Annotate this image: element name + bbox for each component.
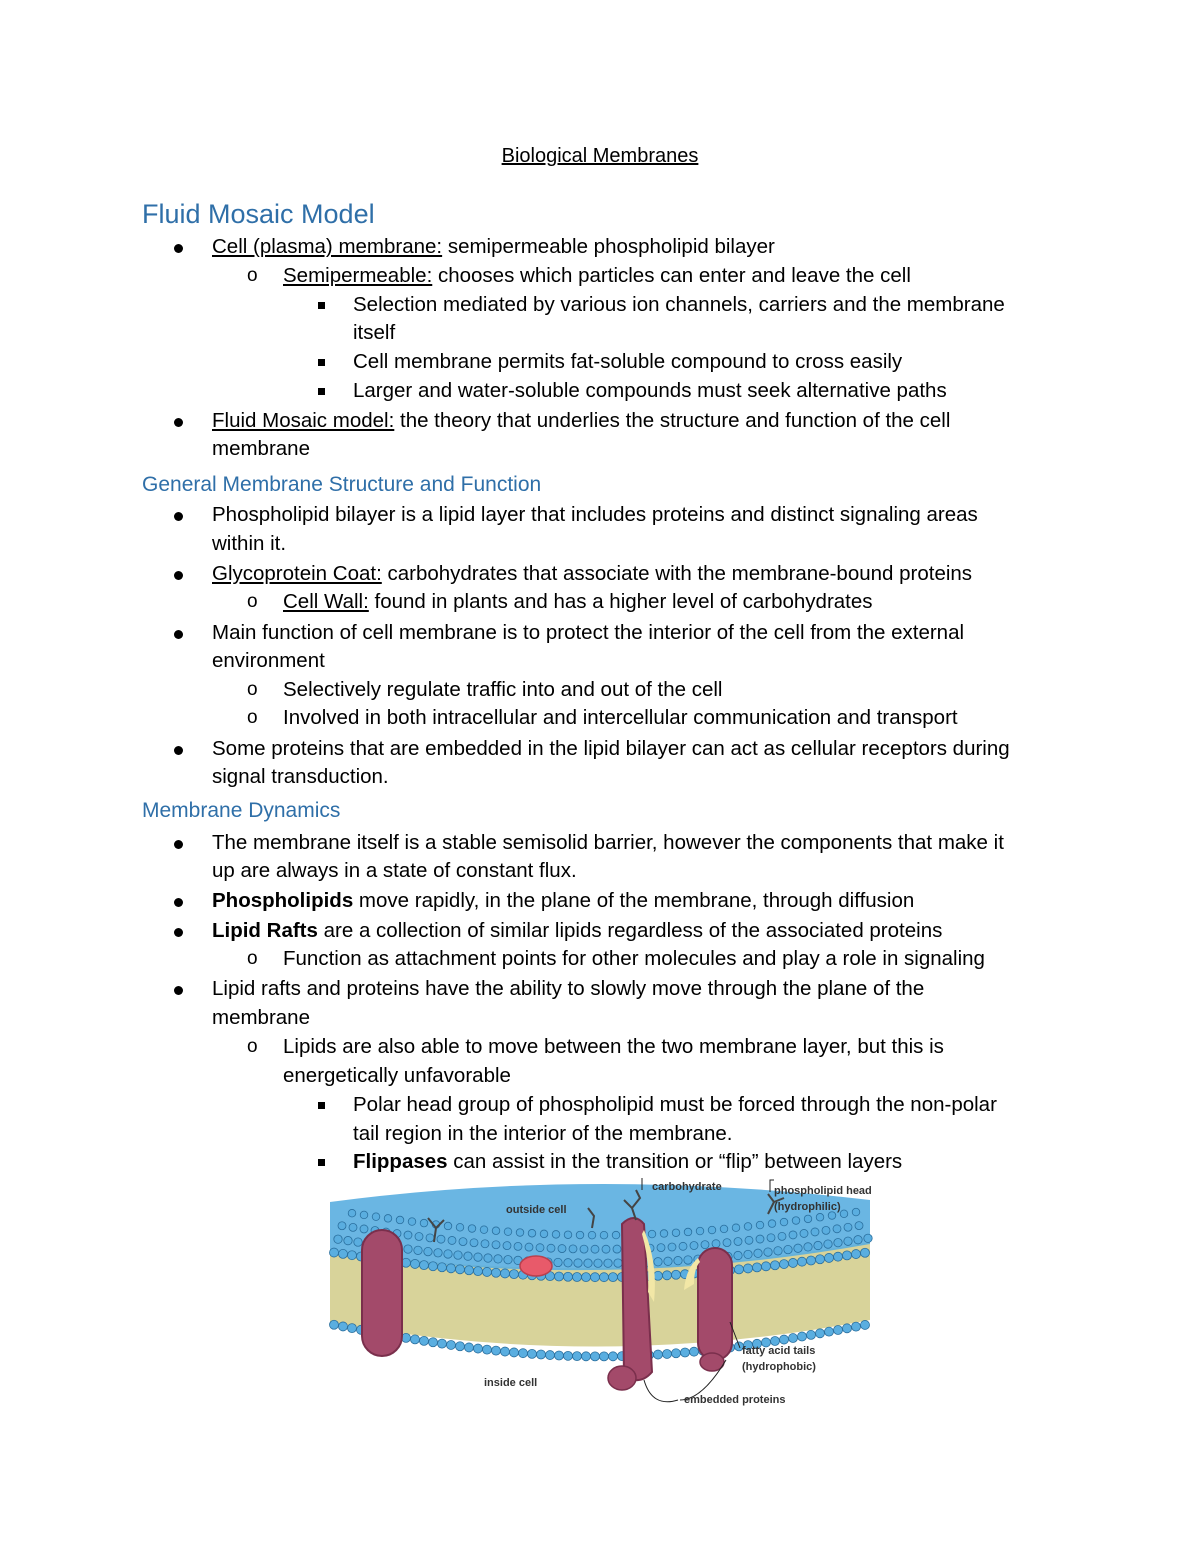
phospholipid-head (408, 1218, 416, 1226)
phospholipid-head (614, 1259, 622, 1267)
phospholipid-head (854, 1236, 862, 1244)
square-bullet-icon (318, 1102, 325, 1109)
bullet-receptors: Some proteins that are embedded in the lipid bilayer can act as cellular receptors during (212, 737, 1010, 760)
phospholipid-head (483, 1267, 492, 1276)
phospholipid-head (609, 1273, 618, 1282)
phospholipid-head (852, 1250, 861, 1259)
heading-membrane-dynamics: Membrane Dynamics (142, 799, 341, 822)
phospholipid-head (420, 1219, 428, 1227)
phospholipid-head (492, 1346, 501, 1355)
phospholipid-head (411, 1335, 420, 1344)
bullet-icon (174, 928, 183, 937)
phospholipid-head (679, 1242, 687, 1250)
phospholipid-head (855, 1222, 863, 1230)
bullet-lipids-move: Lipids are also able to move between the two membrane layer, but this is (283, 1035, 944, 1058)
phospholipid-head (447, 1340, 456, 1349)
phospholipid-head (657, 1244, 665, 1252)
phospholipid-head (480, 1226, 488, 1234)
label-phospholipid-head: phospholipid head (774, 1185, 872, 1197)
phospholipid-head (372, 1213, 380, 1221)
phospholipid-head (833, 1225, 841, 1233)
phospholipid-head (834, 1252, 843, 1261)
phospholipid-head (744, 1223, 752, 1231)
phospholipid-head (503, 1242, 511, 1250)
phospholipid-head (384, 1215, 392, 1223)
phospholipid-head (484, 1254, 492, 1262)
phospholipid-head (844, 1237, 852, 1245)
heading-fluid-mosaic-model: Fluid Mosaic Model (142, 199, 375, 229)
phospholipid-head (494, 1255, 502, 1263)
circle-bullet-icon: o (247, 265, 258, 286)
square-bullet-icon (318, 302, 325, 309)
phospholipid-head (816, 1255, 825, 1264)
phospholipid-head (780, 1335, 789, 1344)
phospholipid-head (735, 1265, 744, 1274)
phospholipid-head (701, 1241, 709, 1249)
phospholipid-head (569, 1245, 577, 1253)
phospholipid-head (804, 1243, 812, 1251)
phospholipid-head (690, 1347, 699, 1356)
label-hydrophobic: (hydrophobic) (742, 1361, 816, 1373)
phospholipid-head (594, 1259, 602, 1267)
phospholipid-head (840, 1210, 848, 1218)
phospholipid-head (426, 1234, 434, 1242)
phospholipid-head (825, 1327, 834, 1336)
bullet-cell-wall: Cell Wall: found in plants and has a higher level of carbohydrates (283, 590, 873, 613)
phospholipid-head (580, 1245, 588, 1253)
bullet-stable-barrier: The membrane itself is a stable semisolid barrier, however the components that make it (212, 831, 1004, 854)
label-inside-cell: inside cell (484, 1377, 538, 1389)
phospholipid-head (604, 1259, 612, 1267)
phospholipid-head (420, 1336, 429, 1345)
phospholipid-head (861, 1320, 870, 1329)
phospholipid-head (447, 1264, 456, 1273)
phospholipid-head (778, 1232, 786, 1240)
phospholipid-head (420, 1261, 429, 1270)
phospholipid-head (555, 1351, 564, 1360)
phospholipid-head (822, 1226, 830, 1234)
bullet-phospholipids: Phospholipids move rapidly, in the plane of the membrane, through diffusion (212, 889, 915, 912)
phospholipid-head (843, 1324, 852, 1333)
label-embedded-proteins: embedded proteins (684, 1394, 786, 1406)
phospholipid-head (771, 1261, 780, 1270)
phospholipid-head (753, 1263, 762, 1272)
circle-bullet-icon: o (247, 591, 258, 612)
phospholipid-head (555, 1272, 564, 1281)
phospholipid-head (852, 1322, 861, 1331)
label-outside-cell: outside cell (506, 1204, 567, 1216)
phospholipid-head (816, 1329, 825, 1338)
bullet-fluid-mosaic-model-cont: membrane (212, 437, 310, 460)
phospholipid-head (468, 1225, 476, 1233)
phospholipid-head (564, 1351, 573, 1360)
phospholipid-head (411, 1259, 420, 1268)
phospholipid-head (459, 1238, 467, 1246)
cell-membrane-diagram (322, 1172, 878, 1410)
phospholipid-head (654, 1350, 663, 1359)
phospholipid-head (404, 1245, 412, 1253)
phospholipid-head (492, 1227, 500, 1235)
bullet-slow-movement: Lipid rafts and proteins have the ability to slowly move through the plane of the (212, 977, 925, 1000)
bullet-main-function-cont: environment (212, 649, 325, 672)
phospholipid-head (807, 1256, 816, 1265)
phospholipid-head (672, 1229, 680, 1237)
phospholipid-head (732, 1224, 740, 1232)
phospholipid-head (723, 1239, 731, 1247)
phospholipid-head (684, 1256, 692, 1264)
phospholipid-head (844, 1223, 852, 1231)
bullet-selection: Selection mediated by various ion channels, carriers and the membrane (353, 293, 1005, 316)
phospholipid-head (492, 1241, 500, 1249)
phospholipid-head (674, 1256, 682, 1264)
phospholipid-head (811, 1228, 819, 1236)
bullet-main-function: Main function of cell membrane is to protect the interior of the cell from the external (212, 621, 965, 644)
phospholipid-head (708, 1226, 716, 1234)
phospholipid-head (330, 1248, 339, 1257)
phospholipid-head (465, 1266, 474, 1275)
phospholipid-head (474, 1253, 482, 1261)
phospholipid-head (613, 1245, 621, 1253)
label-carbohydrate: carbohydrate (652, 1181, 722, 1193)
phospholipid-head (564, 1231, 572, 1239)
phospholipid-head (501, 1269, 510, 1278)
phospholipid-head (429, 1338, 438, 1347)
phospholipid-head (582, 1273, 591, 1282)
phospholipid-head (504, 1255, 512, 1263)
phospholipid-head (591, 1352, 600, 1361)
circle-bullet-icon: o (247, 948, 258, 969)
phospholipid-head (415, 1232, 423, 1240)
phospholipid-head (414, 1246, 422, 1254)
bullet-attachment-points: Function as attachment points for other molecules and play a role in signaling (283, 947, 985, 970)
phospholipid-head (349, 1223, 357, 1231)
bullet-glycoprotein-coat: Glycoprotein Coat: carbohydrates that associate with the membrane-bound proteins (212, 562, 973, 585)
phospholipid-head (474, 1344, 483, 1353)
square-bullet-icon (318, 359, 325, 366)
phospholipid-head (330, 1320, 339, 1329)
bullet-stable-barrier-cont: up are always in a state of constant flux. (212, 859, 577, 882)
phospholipid-head (764, 1248, 772, 1256)
phospholipid-head (681, 1348, 690, 1357)
phospholipid-head (537, 1350, 546, 1359)
phospholipid-head (591, 1273, 600, 1282)
phospholipid-head (654, 1258, 662, 1266)
bullet-fluid-mosaic-model: Fluid Mosaic model: the theory that underlies the structure and function of the cell (212, 409, 951, 432)
phospholipid-head (690, 1242, 698, 1250)
square-bullet-icon (318, 388, 325, 395)
phospholipid-head (789, 1334, 798, 1343)
bullet-selection-cont: itself (353, 321, 396, 344)
phospholipid-head (574, 1259, 582, 1267)
phospholipid-head (470, 1239, 478, 1247)
phospholipid-head (339, 1322, 348, 1331)
phospholipid-head (396, 1216, 404, 1224)
label-hydrophilic: (hydrophilic) (774, 1201, 841, 1213)
phospholipid-head (756, 1235, 764, 1243)
bullet-lipids-move-cont: energetically unfavorable (283, 1064, 511, 1087)
phospholipid-head (434, 1249, 442, 1257)
phospholipid-head (600, 1352, 609, 1361)
phospholipid-head (546, 1351, 555, 1360)
phospholipid-head (564, 1259, 572, 1267)
phospholipid-head (354, 1238, 362, 1246)
phospholipid-head (834, 1238, 842, 1246)
phospholipid-head (573, 1352, 582, 1361)
bullet-polar-head: Polar head group of phospholipid must be forced through the non-polar (353, 1093, 997, 1116)
phospholipid-head (792, 1217, 800, 1225)
phospholipid-head (756, 1221, 764, 1229)
phospholipid-head (734, 1238, 742, 1246)
phospholipid-head (672, 1270, 681, 1279)
phospholipid-head (816, 1213, 824, 1221)
phospholipid-head (504, 1228, 512, 1236)
phospholipid-head (481, 1240, 489, 1248)
bullet-lipid-rafts: Lipid Rafts are a collection of similar lipids regardless of the associated proteins (212, 919, 943, 942)
phospholipid-head (720, 1225, 728, 1233)
phospholipid-head (754, 1249, 762, 1257)
phospholipid-head (576, 1231, 584, 1239)
phospholipid-head (684, 1228, 692, 1236)
phospholipid-head (852, 1208, 860, 1216)
phospholipid-head (745, 1236, 753, 1244)
phospholipid-head (744, 1264, 753, 1273)
bullet-water-soluble: Larger and water-soluble compounds must seek alternative paths (353, 379, 947, 402)
phospholipid-head (554, 1258, 562, 1266)
phospholipid-head (465, 1343, 474, 1352)
phospholipid-head (774, 1247, 782, 1255)
bullet-icon (174, 840, 183, 849)
phospholipid-head (464, 1252, 472, 1260)
phospholipid-head (814, 1241, 822, 1249)
phospholipid-head (444, 1250, 452, 1258)
phospholipid-head (696, 1227, 704, 1235)
phospholipid-head (536, 1244, 544, 1252)
phospholipid-head (438, 1263, 447, 1272)
phospholipid-head (588, 1231, 596, 1239)
phospholipid-head (510, 1348, 519, 1357)
label-fatty-acid-tails: fatty acid tails (742, 1345, 816, 1357)
circle-bullet-icon: o (247, 1036, 258, 1057)
phospholipid-head (540, 1230, 548, 1238)
phospholipid-head (654, 1271, 663, 1280)
phospholipid-head (525, 1243, 533, 1251)
phospholipid-head (800, 1229, 808, 1237)
phospholipid-head (552, 1231, 560, 1239)
phospholipid-head (558, 1245, 566, 1253)
phospholipid-head (660, 1230, 668, 1238)
phospholipid-head (794, 1244, 802, 1252)
phospholipid-head (456, 1342, 465, 1351)
phospholipid-head (501, 1347, 510, 1356)
phospholipid-head (762, 1262, 771, 1271)
phospholipid-head (528, 1229, 536, 1237)
phospholipid-head (789, 1258, 798, 1267)
phospholipid-head (664, 1257, 672, 1265)
phospholipid-head (360, 1211, 368, 1219)
heading-general-membrane: General Membrane Structure and Function (142, 473, 542, 496)
circle-bullet-icon: o (247, 707, 258, 728)
square-bullet-icon (318, 1159, 325, 1166)
phospholipid-head (448, 1236, 456, 1244)
embedded-protein-left (362, 1230, 402, 1356)
bullet-cell-membrane: Cell (plasma) membrane: semipermeable phospholipid bilayer (212, 235, 775, 258)
bullet-semipermeable: Semipermeable: chooses which particles can enter and leave the cell (283, 264, 911, 287)
phospholipid-head (712, 1240, 720, 1248)
phospholipid-head (483, 1345, 492, 1354)
bullet-phospholipid-bilayer-cont: within it. (212, 532, 287, 555)
bullet-icon (174, 571, 183, 580)
phospholipid-head (474, 1267, 483, 1276)
phospholipid-head (663, 1349, 672, 1358)
bullet-icon (174, 418, 183, 427)
phospholipid-head (600, 1231, 608, 1239)
phospholipid-head (825, 1253, 834, 1262)
bullet-flippases: Flippases can assist in the transition or “flip” between layers (353, 1150, 903, 1173)
phospholipid-head (564, 1272, 573, 1281)
phospholipid-head (780, 1260, 789, 1269)
phospholipid-head (789, 1231, 797, 1239)
phospholipid-head (348, 1209, 356, 1217)
phospholipid-head (339, 1249, 348, 1258)
phospholipid-head (338, 1222, 346, 1230)
phospholipid-head (456, 1223, 464, 1231)
phospholipid-head (360, 1225, 368, 1233)
phospholipid-head (807, 1330, 816, 1339)
phospholipid-head (672, 1349, 681, 1358)
phospholipid-head (784, 1245, 792, 1253)
phospholipid-head (573, 1272, 582, 1281)
phospholipid-head (668, 1243, 676, 1251)
document-title: Biological Membranes (501, 145, 699, 167)
peripheral-protein (520, 1256, 552, 1276)
phospholipid-head (348, 1251, 357, 1260)
phospholipid-head (612, 1231, 620, 1239)
phospholipid-head (348, 1324, 357, 1333)
phospholipid-head (591, 1245, 599, 1253)
phospholipid-head (582, 1352, 591, 1361)
phospholipid-head (492, 1268, 501, 1277)
bullet-icon (174, 746, 183, 755)
phospholipid-head (798, 1332, 807, 1341)
phospholipid-head (648, 1230, 656, 1238)
phospholipid-head (602, 1245, 610, 1253)
bullet-fat-soluble: Cell membrane permits fat-soluble compound to cross easily (353, 350, 903, 373)
bullet-phospholipid-bilayer: Phospholipid bilayer is a lipid layer that includes proteins and distinct signaling areas (212, 503, 978, 526)
circle-bullet-icon: o (247, 679, 258, 700)
bullet-icon (174, 630, 183, 639)
phospholipid-head (584, 1259, 592, 1267)
phospholipid-head (609, 1352, 618, 1361)
phospholipid-head (519, 1349, 528, 1358)
phospholipid-head (744, 1250, 752, 1258)
phospholipid-head (514, 1242, 522, 1250)
phospholipid-head (424, 1247, 432, 1255)
phospholipid-head (404, 1231, 412, 1239)
bullet-regulate-traffic: Selectively regulate traffic into and out of the cell (283, 678, 723, 701)
phospholipid-head (344, 1236, 352, 1244)
bullet-slow-movement-cont: membrane (212, 1006, 310, 1029)
phospholipid-head (861, 1248, 870, 1257)
bullet-icon (174, 244, 183, 253)
phospholipid-head (864, 1234, 872, 1242)
phospholipid-head (767, 1234, 775, 1242)
phospholipid-head (528, 1349, 537, 1358)
phospholipid-head (798, 1257, 807, 1266)
bullet-icon (174, 512, 183, 521)
phospholipid-head (334, 1235, 342, 1243)
phospholipid-head (429, 1262, 438, 1271)
phospholipid-head (824, 1240, 832, 1248)
phospholipid-head (437, 1235, 445, 1243)
bullet-communication: Involved in both intracellular and intercellular communication and transport (283, 706, 958, 729)
phospholipid-head (444, 1222, 452, 1230)
phospholipid-head (734, 1251, 742, 1259)
phospholipid-head (516, 1229, 524, 1237)
bullet-icon (174, 898, 183, 907)
phospholipid-head (843, 1251, 852, 1260)
bullet-receptors-cont: signal transduction. (212, 765, 389, 788)
phospholipid-head (804, 1215, 812, 1223)
phospholipid-head (456, 1265, 465, 1274)
phospholipid-head (510, 1270, 519, 1279)
bullet-polar-head-cont: tail region in the interior of the membrane. (353, 1122, 733, 1145)
phospholipid-head (780, 1218, 788, 1226)
phospholipid-head (438, 1339, 447, 1348)
phospholipid-head (454, 1251, 462, 1259)
phospholipid-head (768, 1220, 776, 1228)
phospholipid-head (663, 1271, 672, 1280)
phospholipid-head (547, 1244, 555, 1252)
bullet-icon (174, 986, 183, 995)
phospholipid-head (834, 1325, 843, 1334)
phospholipid-head (600, 1273, 609, 1282)
